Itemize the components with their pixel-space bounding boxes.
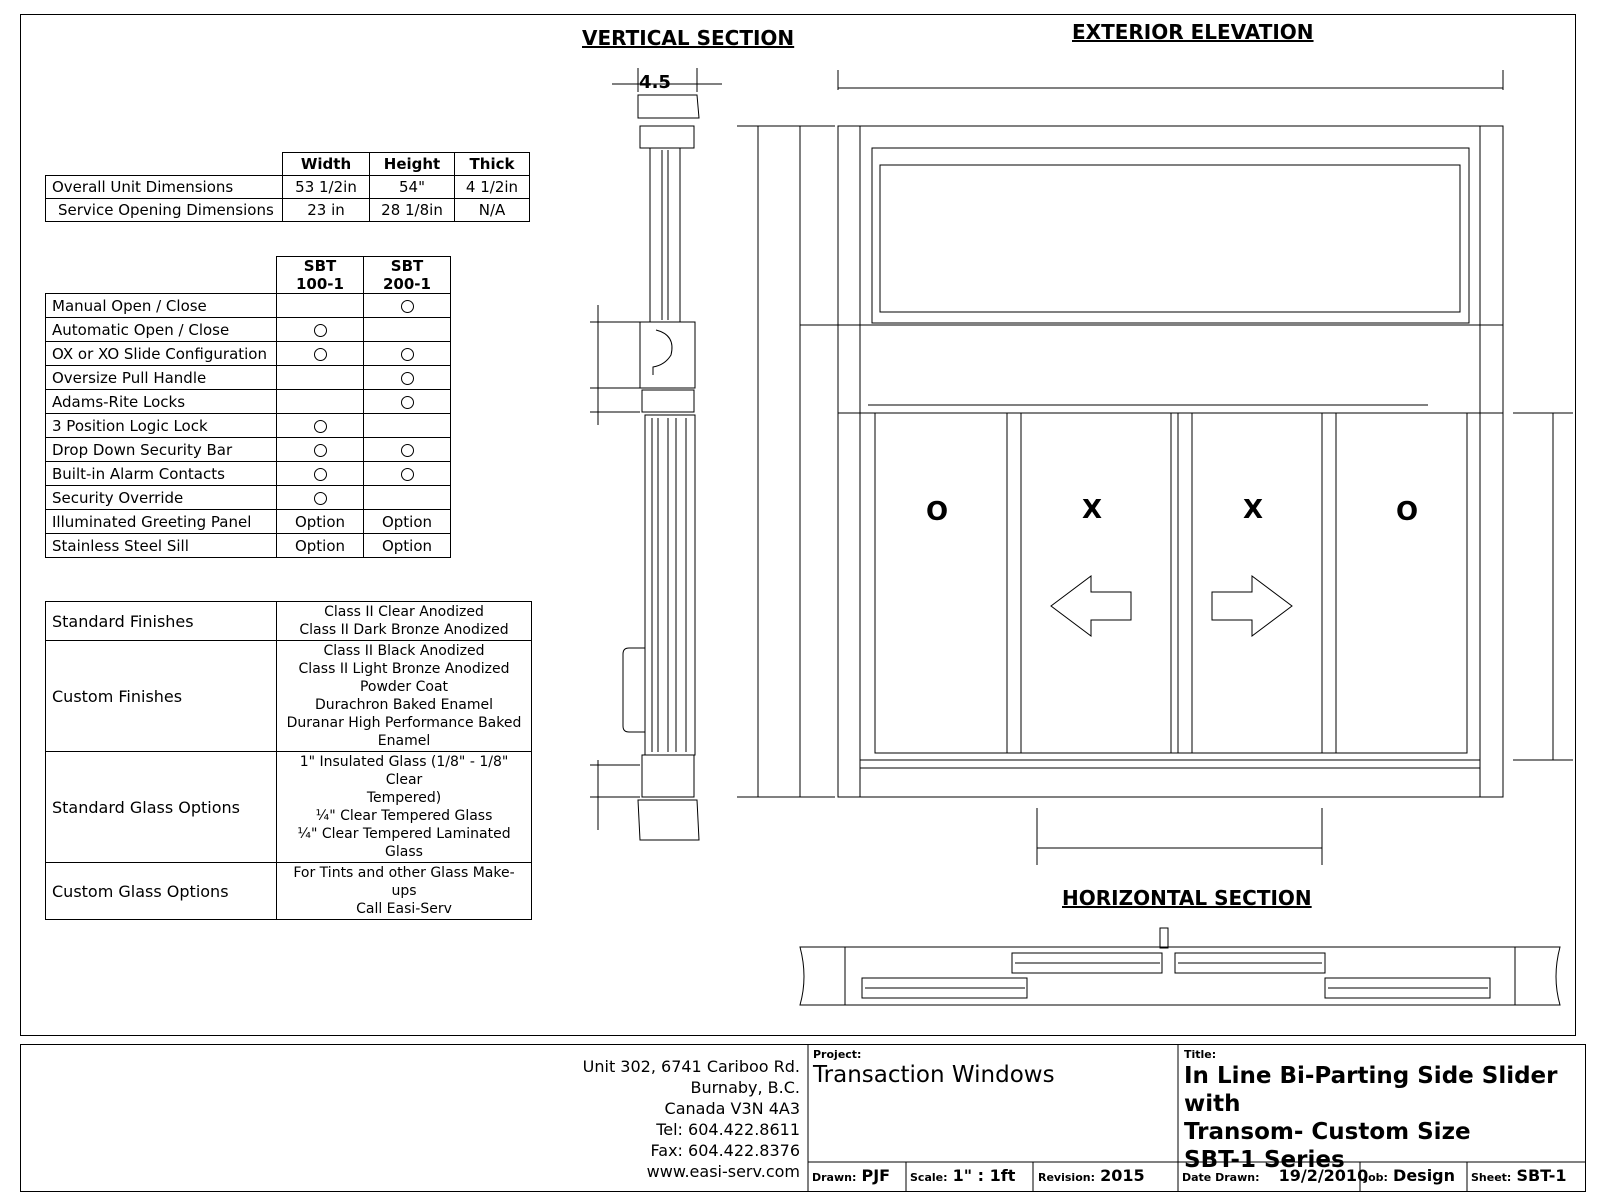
height-value: 28 1/8in	[370, 199, 455, 222]
finish-option-line: Class II Black Anodized	[323, 643, 485, 659]
width-value: 53 1/2in	[283, 176, 370, 199]
title-line: SBT-1 Series	[1184, 1147, 1345, 1173]
feature-label: Illuminated Greeting Panel	[46, 510, 277, 534]
address-line: Unit 302, 6741 Cariboo Rd.	[582, 1057, 800, 1076]
vertical-section-heading: VERTICAL SECTION	[582, 26, 795, 50]
address-line: Canada V3N 4A3	[664, 1099, 800, 1118]
exterior-elevation-drawing	[800, 70, 1573, 865]
title-line: Transom- Custom Size	[1184, 1119, 1471, 1145]
finish-category: Standard Glass Options	[46, 752, 277, 863]
feature-label: 3 Position Logic Lock	[46, 414, 277, 438]
row-label: Overall Unit Dimensions	[46, 176, 283, 199]
feature-label: Manual Open / Close	[46, 294, 277, 318]
vertical-section-drawing	[590, 68, 835, 840]
revision-label: Revision:	[1038, 1171, 1095, 1184]
panel-mark: O	[1395, 497, 1419, 527]
panel-mark: O	[925, 497, 949, 527]
feature-label: Oversize Pull Handle	[46, 366, 277, 390]
feature-label: Built-in Alarm Contacts	[46, 462, 277, 486]
header-thick: Thick	[455, 153, 530, 176]
title-line: In Line Bi-Parting Side Slider with	[1184, 1063, 1558, 1117]
horizontal-section-heading: HORIZONTAL SECTION	[1062, 886, 1312, 910]
finish-option-line: Class II Light Bronze Anodized	[298, 661, 510, 677]
project-label: Project:	[813, 1048, 862, 1061]
finish-option-line: Enamel	[377, 733, 431, 749]
address-line: www.easi-serv.com	[646, 1162, 800, 1181]
feature-label: Stainless Steel Sill	[46, 534, 277, 558]
date-label: Date Drawn:	[1182, 1171, 1260, 1184]
thickness-dim-label: 4.5	[639, 72, 671, 93]
width-value: 23 in	[283, 199, 370, 222]
project-value: Transaction Windows	[813, 1062, 1055, 1088]
sbt100-cell: Option	[277, 534, 364, 558]
feature-label: OX or XO Slide Configuration	[46, 342, 277, 366]
sheet-title	[1184, 1062, 1600, 1174]
sheet-label: Sheet:	[1471, 1171, 1512, 1184]
finish-category: Standard Finishes	[46, 602, 277, 641]
title-label: Title:	[1184, 1048, 1217, 1061]
feature-label: Adams-Rite Locks	[46, 390, 277, 414]
header-height: Height	[370, 153, 455, 176]
exterior-elevation-heading: EXTERIOR ELEVATION	[1072, 20, 1314, 44]
finish-option-line: Tempered)	[366, 790, 442, 806]
sbt100-cell: Option	[277, 510, 364, 534]
scale-label: Scale:	[910, 1171, 948, 1184]
finish-option-line: 1" Insulated Glass (1/8" - 1/8" Clear	[299, 754, 509, 788]
finish-option-line: Call Easi-Serv	[356, 901, 452, 917]
horizontal-section-drawing	[800, 928, 1560, 1005]
thick-value: 4 1/2in	[455, 176, 530, 199]
finish-option-line: Class II Dark Bronze Anodized	[299, 622, 509, 638]
sbt200-cell: Option	[364, 510, 451, 534]
job-label: Job:	[1364, 1171, 1388, 1184]
finish-category: Custom Glass Options	[46, 863, 277, 920]
finish-option-line: ¼" Clear Tempered Glass	[315, 808, 493, 824]
row-label: Service Opening Dimensions	[46, 199, 283, 222]
finish-option-line: For Tints and other Glass Make-ups	[293, 865, 515, 899]
scale-value: 1" : 1ft	[952, 1166, 1016, 1185]
revision-value: 2015	[1100, 1166, 1145, 1185]
header-sbt100: SBT 100-1	[277, 257, 364, 294]
finish-option-line: ¼" Clear Tempered Laminated Glass	[297, 826, 511, 860]
header-sbt200: SBT 200-1	[364, 257, 451, 294]
panel-mark: X	[1242, 495, 1264, 525]
company-address	[540, 1056, 800, 1182]
finish-option-line: Duranar High Performance Baked	[286, 715, 522, 731]
drawn-label: Drawn:	[812, 1171, 857, 1184]
finish-option-line: Class II Clear Anodized	[324, 604, 484, 620]
job-value: Design	[1393, 1166, 1456, 1185]
drawn-value: PJF	[861, 1166, 891, 1185]
feature-label: Security Override	[46, 486, 277, 510]
date-value: 19/2/2010	[1278, 1166, 1369, 1185]
feature-label: Automatic Open / Close	[46, 318, 277, 342]
finish-category: Custom Finishes	[46, 641, 277, 752]
panel-mark: X	[1081, 495, 1103, 525]
header-width: Width	[283, 153, 370, 176]
sheet-value: SBT-1	[1516, 1166, 1567, 1185]
height-value: 54"	[370, 176, 455, 199]
address-line: Tel: 604.422.8611	[656, 1120, 800, 1139]
finish-option-line: Durachron Baked Enamel	[314, 697, 494, 713]
feature-label: Drop Down Security Bar	[46, 438, 277, 462]
address-line: Burnaby, B.C.	[690, 1078, 800, 1097]
address-line: Fax: 604.422.8376	[650, 1141, 800, 1160]
finish-option-line: Powder Coat	[359, 679, 449, 695]
thick-value: N/A	[455, 199, 530, 222]
sbt200-cell: Option	[364, 534, 451, 558]
